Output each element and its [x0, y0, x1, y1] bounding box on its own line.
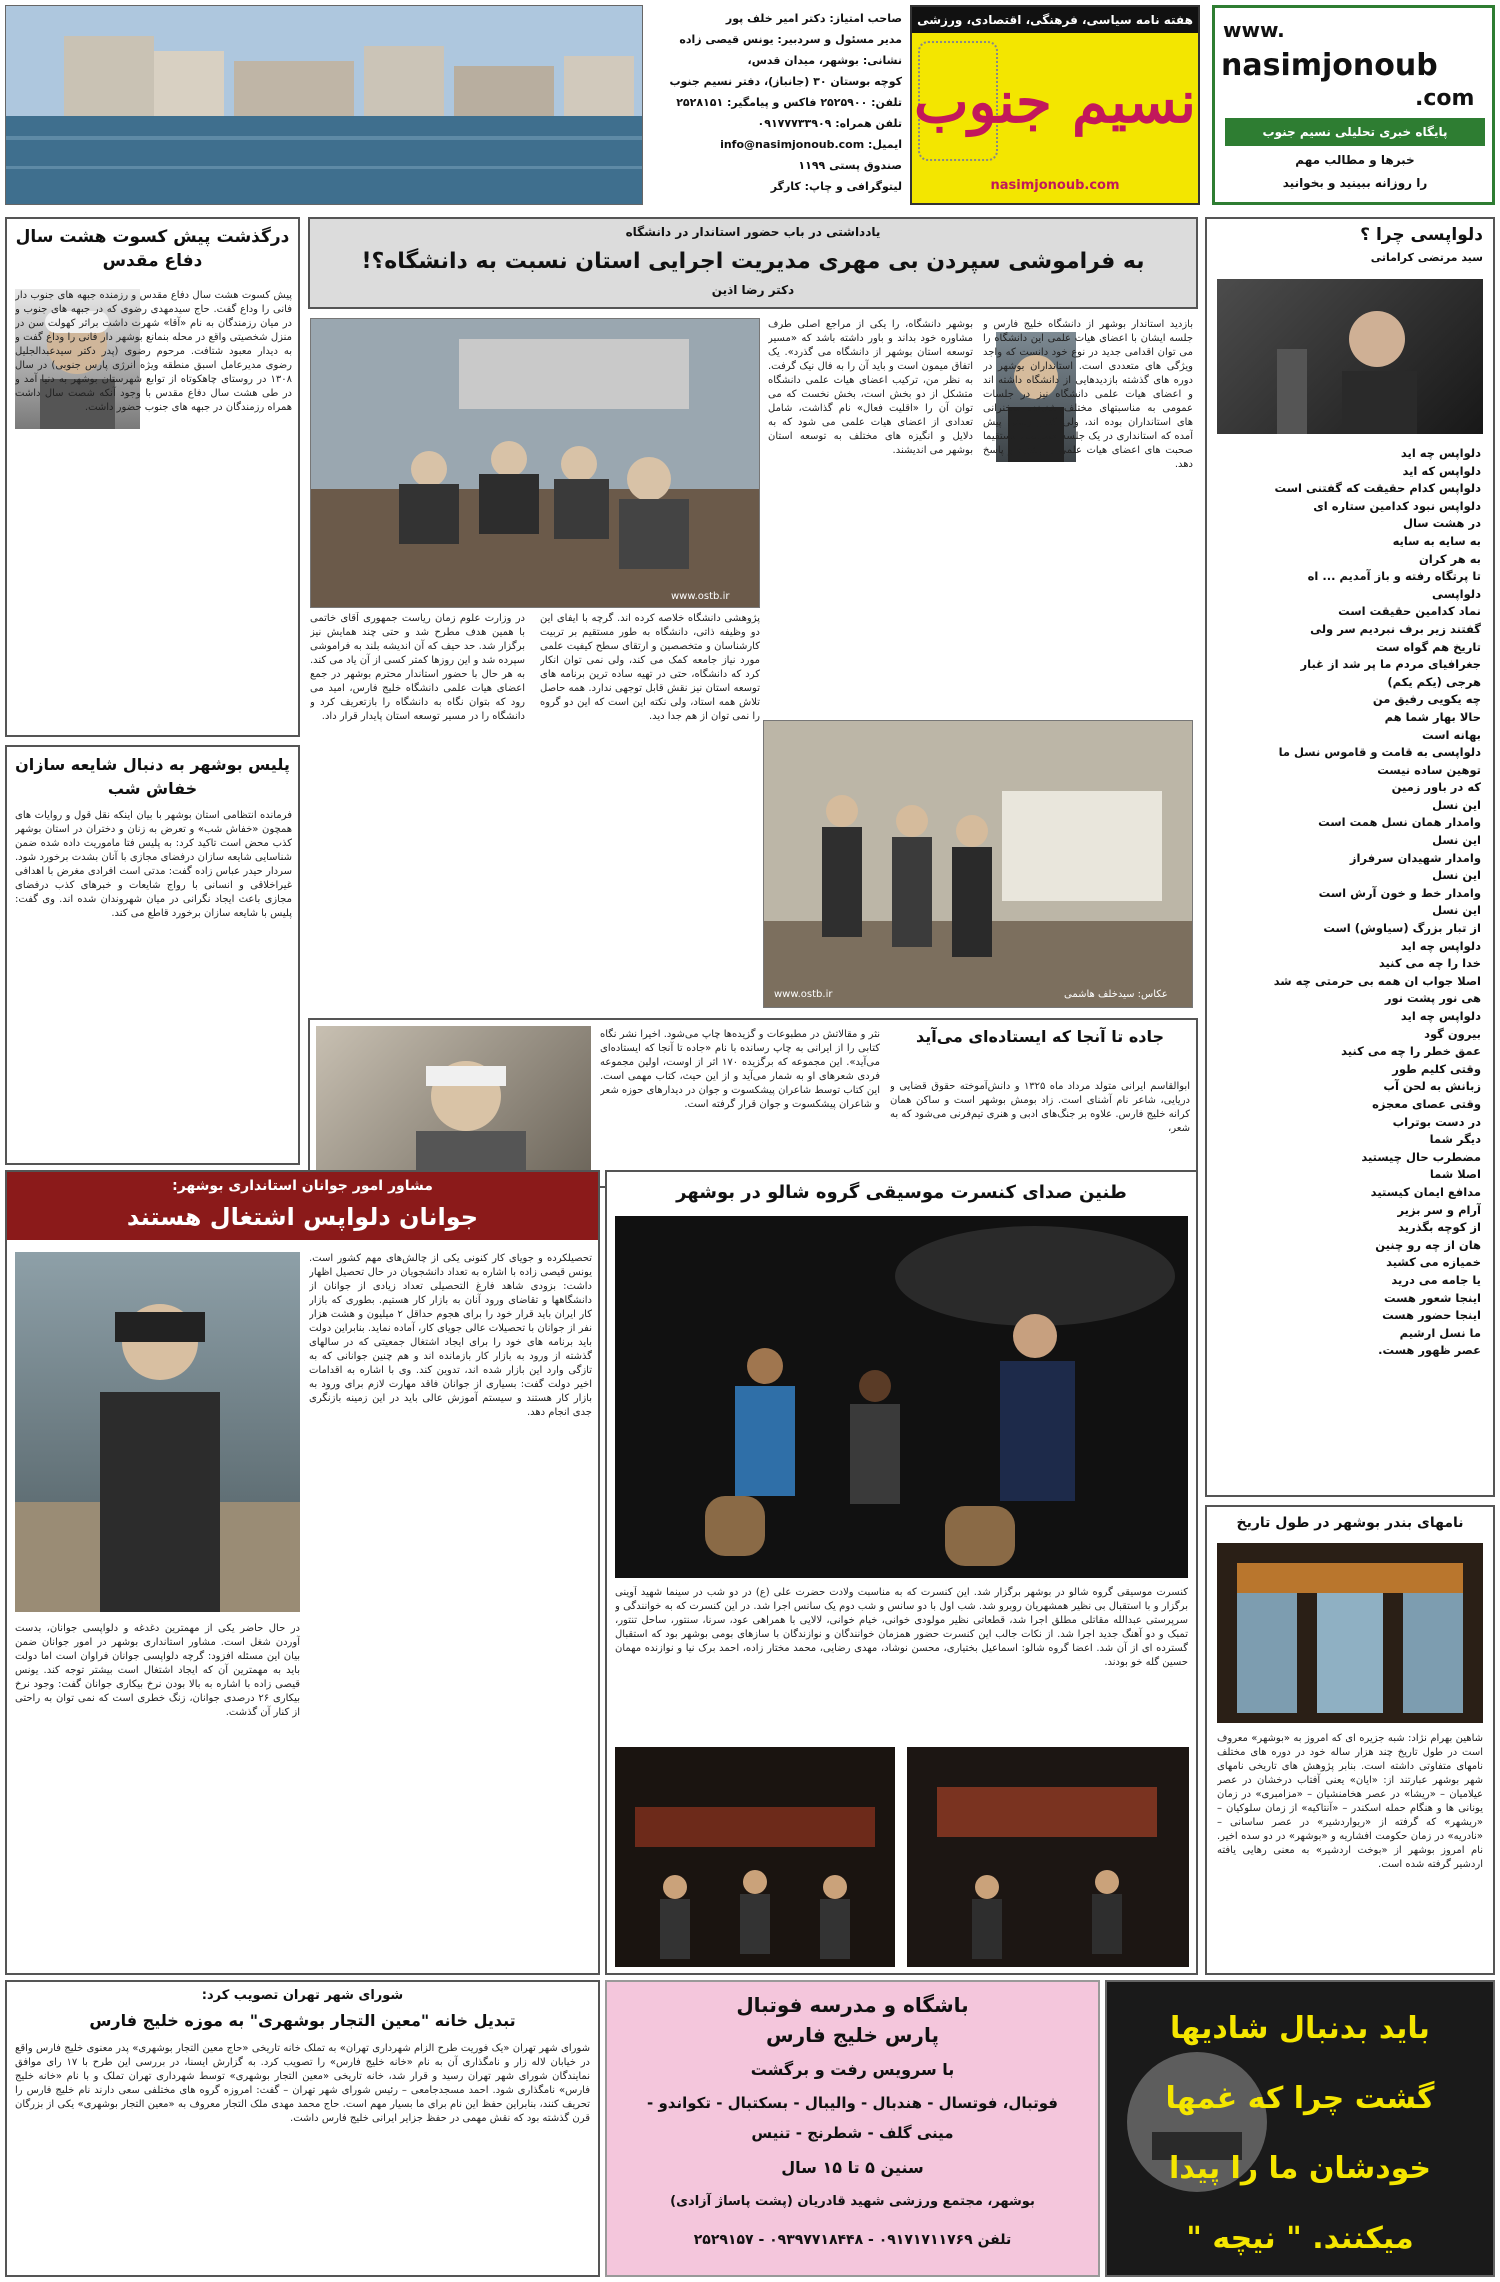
poem-photo	[1217, 279, 1483, 434]
tour-photo-credit-right: عکاس: سیدخلف هاشمی	[1064, 989, 1168, 1000]
poet-photo	[316, 1026, 591, 1181]
tour-photo	[763, 720, 1193, 1008]
poem-line: وقتی عصای معجزه	[1372, 1096, 1481, 1111]
quote-line: باید بدنبال شادیها	[1170, 2011, 1430, 2046]
poem-line: این نسل	[1432, 868, 1481, 883]
info-line: مدیر مسئول و سردبیر: یونس قیصی زاده	[679, 33, 902, 46]
interview-kicker: مشاور امور جوانان استانداری بوشهر:	[172, 1178, 433, 1194]
logo-text: نسیم جنوب	[913, 68, 1197, 136]
info-line: تلفن: ۲۵۲۵۹۰۰ فاکس و پیامگیر: ۲۵۲۸۱۵۱	[676, 96, 902, 109]
portal-line: پایگاه خبری تحلیلی نسیم جنوب	[1225, 118, 1485, 146]
poem-line: چه یکویی رفیق من	[1372, 692, 1481, 707]
main-col3: پژوهشی دانشگاه خلاصه کرده اند. گرچه با ایفای این دو وظیفه ذاتی، دانشگاه به طور مستقیم بر تربیت کارشناسان و متخصصین و ارتقای سطح کیفیت علمی مورد نیاز جامعه کمک می کند، ولی نمی توان انکار کرد که دانشگاه، حتی در تهیه ساده ترین برنامه های توسعه استان نیز نقش قابل توجهی ندارد. همه حاصل تلاش همه استاد، ولی نکته این است که این دو گروه را نمی توان از هم جدا دید.	[540, 613, 760, 722]
interview-body-right: تحصیلکرده و جویای کار کنونی یکی از چالش‌های مهم کشور است. یونس قیصی زاده با اشاره به تعداد دانشجویان در حال تحصیل اظهار داشت: بزودی شاهد فارغ التحصیلی تعداد زیادی از جوانان از دانشگاهها و تقاضای ورود آنان به بازار کار هستیم. بطوری که بازار کار ایران باید قرار خود را برای هجوم حداقل ۲ میلیون و هشت هزار نفر از جوانان با تحصیلات عالی جویای کار، آماده نماید. بنابراین دولت باید برنامه های خود را برای ایجاد اشتغال جمعیتی که در سالهای گذشته از ورود به بازار کار بازمانده اند و هم چنین جوانانی که به تازگی وارد این بازار شده اند، تدوین کند. وی با اشاره به اقدامات اخیر دولت گفت: بسیاری از جوانان فاقد مهارت لازم برای ورود به بازار کار هستند و سیستم آموزش عالی باید در این زمینه بازنگری جدی انجام دهد.	[309, 1253, 592, 1418]
jade-article	[308, 1018, 1198, 1188]
meeting-photo	[310, 318, 760, 608]
poem-line: این نسل	[1432, 903, 1481, 918]
poem-line: اینجا حضور هست	[1382, 1308, 1481, 1323]
poem-line: گفتند زیر برف نبردیم سر ولی	[1310, 621, 1481, 636]
poem-line: تاریخ هم گواه ست	[1376, 639, 1481, 654]
site-com[interactable]: .com	[1415, 86, 1475, 111]
info-line: لیتوگرافی و چاپ: کارگر	[770, 180, 902, 193]
poem-line: وقتی کلیم طور	[1392, 1061, 1481, 1076]
poem-line: بیرون گود	[1424, 1026, 1481, 1041]
interview-banner	[7, 1172, 598, 1240]
harbor-photo-svg	[5, 6, 642, 205]
info-line: صاحب امتیاز: دکتر امیر خلف پور	[725, 12, 902, 25]
main-col4: در وزارت علوم زمان ریاست جمهوری آقای خاتمی با همین هدف مطرح شد و حتی چند همایش نیز برگزار شد. حد حیف که آن اندیشه بلند به فراموشی سپرده شد و این روزها کمتر کسی از آن یاد می کند. به هر حال با حضور استاندار محترم بوشهر در جمع اعضای هیات علمی دانشگاه خلیج فارس، امید می رود که بتوان نگاه به دانشگاه را بازتعریف کرد و دانشگاه را در مسیر توسعه استان پایدار قرار داد.	[310, 613, 525, 722]
concert-photo-small-1	[907, 1747, 1189, 1967]
poem-line: اصلا جواب ان همه بی حرمتی چه شد	[1273, 973, 1481, 988]
tour-photo-credit-left: www.ostb.ir	[774, 989, 833, 1000]
poem-line: اینجا شعور هست	[1383, 1290, 1481, 1305]
poem-line: عصر ظهور هست.	[1378, 1343, 1481, 1358]
quote-line: خودشان ما را پیدا	[1168, 2151, 1432, 2186]
info-line: صندوق پستی ۱۱۹۹	[798, 159, 902, 172]
poem-line: دلواپسی	[1431, 586, 1481, 601]
poem-line: این نسل	[1432, 833, 1481, 848]
masthead-harbor-photo	[5, 5, 643, 205]
club-address: بوشهر، مجتمع ورزشی شهید قادریان (پشت پاساژ آزادی)	[670, 2194, 1035, 2209]
poem-title: دلواپسی چرا ؟	[1360, 225, 1483, 245]
quote-ad	[1105, 1980, 1495, 2277]
poem-line: دلواپس چه اید	[1400, 446, 1481, 460]
poem-line: دلواپس که اید	[1402, 463, 1481, 478]
club-phone: تلفن ۰۹۱۷۱۷۱۱۷۶۹ - ۰۹۳۹۷۷۱۸۴۴۸ - ۲۵۲۹۱۵۷	[693, 2232, 1012, 2248]
poem-line: مضطرب حال چیستید	[1361, 1149, 1481, 1164]
obituary-title: درگذشت پیش کسوت هشت سال دفاع مقدس	[15, 227, 290, 271]
club-ad[interactable]	[605, 1980, 1100, 2277]
poem-line: یا جامه می درید	[1391, 1272, 1481, 1287]
info-line: کوچه بوستان ۳۰ (جانباز)، دفتر نسیم جنوب	[669, 75, 902, 88]
concert-title: طنین صدای کنسرت موسیقی گروه شالو در بوشهر	[676, 1182, 1127, 1203]
tour-photo-svg	[763, 721, 1192, 1008]
poem-line: عمق خطر را چه می کنید	[1341, 1044, 1481, 1059]
poem-line: دلواپس چه اید	[1400, 1009, 1481, 1023]
concert-article	[605, 1170, 1198, 1975]
poem-line: وامدار شهیدان سرفراز	[1349, 850, 1481, 865]
poem-line: توهین ساده نیست	[1377, 762, 1481, 777]
main-title: به فراموشی سپردن بی مهری مدیریت اجرایی استان نسبت به دانشگاه؟!	[361, 249, 1145, 274]
concert-photo-main	[615, 1216, 1188, 1578]
concert-body: کنسرت موسیقی گروه شالو در بوشهر برگزار شد. این کنسرت که به مناسبت ولادت حضرت علی (ع) در دو شب در سینما شهید آوینی برگزار و با استقبال بی نظیر همشهریان روبرو شد. شب اول با دو سانس و شب دوم یک سانس اجرا شد. در این کنسرت که به خوانندگی و سرپرستی عبدالله مقاتلی مطلق اجرا شد، قطعاتی نظیر مولودی خوانی، خیام خوانی، لالایی با همراهی عود، سرنا، سنتور، ساحل تنتور، تمبک و دو آهنگ جدید اجرا شد. از نکات جالب این کنسرت حضور همزمان خوانندگان و نوازندگان با سازهای بومی بوشهر بود که استقبال گسترده ای از آن شد. اعضا گروه شالو: اسماعیل بختیاری، محسن نوشاد، مهدی رضایی، محمد مختار زاده، احمد برک نیا و نوازنده مهمان حسین گله خو بودند.	[615, 1587, 1188, 1668]
poem-line: اصلا شما	[1429, 1167, 1481, 1182]
interview-title: جوانان دلواپس اشتغال هستند	[126, 1203, 479, 1231]
poem-line: نماد کدامین حقیقت است	[1338, 604, 1481, 619]
main-kicker: یادداشتی در باب حضور استاندار در دانشگاه	[625, 225, 881, 239]
museum-kicker: شورای شهر تهران تصویب کرد:	[201, 1988, 404, 2003]
website-box	[1212, 5, 1495, 205]
interview-photo	[15, 1252, 300, 1612]
poem-line: این نسل	[1432, 797, 1481, 812]
poem-line: وامدار همان نسل همت است	[1318, 815, 1481, 830]
poem-author: سید مرتضی کراماتی	[1370, 251, 1483, 264]
poem-line: زبانش به لحن آب	[1383, 1079, 1481, 1094]
museum-title: تبدیل خانه "معین التجار بوشهری" به موزه خلیج فارس	[89, 2011, 516, 2030]
poem-line: دلواپس کدام حقیقت که گفتنی است	[1274, 481, 1481, 496]
interview-article	[5, 1170, 600, 1975]
masthead	[0, 0, 1500, 210]
poem-line: از تبار بزرگ (سیاوش) است	[1323, 921, 1481, 936]
police-title: پلیس بوشهر به دنبال شایعه سازان خفاش شب	[15, 755, 290, 798]
poem-line: جغرافیای مردم ما پر شد از غبار	[1300, 657, 1481, 672]
poem-line: به سایه به سایه	[1392, 533, 1481, 548]
poem-line: در هشت سال	[1403, 516, 1481, 531]
poem-line: خمیازه می کشید	[1386, 1255, 1481, 1270]
museum-body: شورای شهر تهران «یک فوریت طرح الزام شهرداری تهران» به تملک خانه تاریخی «حاج معین التجار بوشهری» پدر معنوی خلیج فارس واقع در خیابان لاله زار و نامگذاری آن به نام «خانه خلیج فارس» را تصویب کرد. به گزارش ایسنا، در بررسی این طرح با ۱۷ رای موافق نمایندگان شورای شهر تهران رسید و قرار شد، خانه تاریخی «معین التجار بوشهری» توسط شهرداری تهران تملک و با نام «خانه خلیج فارس» نامگذاری شود. احمد مسجدجامعی – رئیس شورای شهر تهران – گفت: امروزه گروه های مختلفی سعی دارند نام خلیج فارس را تحریف کنند، بنابراین حفظ این نام برای ما بسیار مهم است. حاج محمد مهدی ملک التجار معروف به «معین التجار بوشهری» یکی از بزرگان قرن گذشته بود که نقش مهمی در حفظ جزایر ایرانی خلیج فارس داشت.	[15, 2043, 590, 2124]
interview-body-left: در حال حاضر یکی از مهمترین دغدغه و دلواپسی جوانان، بدست آوردن شغل است. مشاور استانداری بوشهر در امور جوانان ضمن بیان این مسئله افزود: گرچه دلواپسی جوانان فراوان است اما دولت باید به مهمترین آن که ایجاد اشتغال است بیشتر توجه کند. یونس قیصی زاده با اشاره به بالا بودن نرخ بیکاری جوانان گفت: وجود نرخ بیکاری ۲۶ درصدی جوانان، زنگ خطری است که نمی توان به راحتی از کنار آن گذشت.	[15, 1623, 300, 1718]
concert-photo-svg	[615, 1216, 1188, 1578]
poem-line: دلواپسی به قامت و قاموس نسل ما	[1278, 745, 1481, 760]
concert-photo2-svg	[615, 1747, 895, 1967]
poem-line: هرجی (یکم یکم)	[1387, 674, 1481, 689]
poem-line: هان از چه رو چنین	[1375, 1237, 1481, 1252]
main-col2: بوشهر دانشگاه، را یکی از مراجع اصلی طرف مشاوره خود بداند و باور داشته باشد که «مسیر توسعه استان بوشهر از دانشگاه می گذرد». یک اتفاق میمون است و باید آن را به فال نیک گرفت. به نظر من، ترکیب اعضای هیات علمی دانشگاه متشکل از دو بخش است، بخش نخست که می توان آن را «اقلیت فعال» نام گذاشت، شامل تعدادی از اعضای هیات علمی می شود که به دلایل و انگیزه های مختلف به توسعه استان بوشهر می اندیشند.	[768, 319, 973, 456]
poem-line: خدا را چه می کنید	[1378, 956, 1481, 971]
club-service: با سرویس رفت و برگشت	[750, 2060, 955, 2079]
poem-article	[1205, 217, 1495, 1497]
history-body: شاهین بهرام نژاد: شبه جزیره ای که امروز به «بوشهر» معروف است در طول تاریخ چند هزار ساله خود در دوره های مختلف نامهای متفاوتی داشته است. بنابر پژوهش های تاریخی نامهای شهر بوشهر عبارتند از: «ایان» یعنی آفتاب درخشان در عصر عیلامیان – «ریشا» در عصر هخامنشیان – «مزامبری» در زمان یونانی ها و هنگام حمله اسکندر – «آنتاکیه» از زمان سلوکیان – «ریشهر» که گرفته از «ریواردشیر» در عصر ساسانی – «نادریه» در زمان حکومت افشاریه و «بوشهر» در دو سده اخیر. نام امروز بوشهر از «بوخت اردشیر» به معنی رهایی یافته اردشیر گرفته شده است.	[1217, 1733, 1483, 1870]
info-line: تلفن همراه: ۰۹۱۷۷۷۳۳۹۰۹	[757, 117, 902, 130]
poem-line: وامدار خط و خون آرش است	[1318, 885, 1481, 900]
police-article	[5, 745, 300, 1165]
obituary-article	[5, 217, 300, 737]
poem-line: تا پرتگاه رفته و باز آمدیم ... اه	[1307, 569, 1481, 584]
club-sports1: فوتبال، فوتسال - هندبال - والیبال - بسکتبال - تکواندو -	[647, 2094, 1058, 2112]
quote-line: گشت چرا که غمها	[1165, 2081, 1435, 2116]
main-author: دکتر رضا اذین	[711, 283, 795, 297]
history-photo-svg	[1217, 1543, 1483, 1723]
museum-article	[5, 1980, 600, 2277]
portal-tag1: خبرها و مطالب مهم	[1295, 153, 1415, 167]
meeting-photo-svg	[310, 319, 759, 608]
obituary-body: پیش کسوت هشت سال دفاع مقدس و رزمنده جبهه های جنوب دار فانی را وداع گفت. حاج سیدمهدی رضوی که در جبهه های جنوب و در میان رزمندگان به نام «آقا» شهرت داشت براثر کهولت سن در منزل شخصیتی واقع در محله بنمانع بوشهر دار فانی را وداع گفت و به دیدار معبود شتافت. مرحوم رضوی (پدر دکتر سیدعبدالجلیل رضوی مدیرعامل اسبق منطقه ویژه انرژی پارس جنوبی) در سال ۱۳۰۸ در روستای چاهکوتاه از توابع شهرستان بوشهر به دنیا آمد و در طی هشت سال دفاع مقدس با وجود آنکه شصت سال داشت همراه رزمندگان در جبهه های جنوب حضور داشت.	[15, 290, 292, 413]
poem-line: ما نسل ارشیم	[1399, 1325, 1481, 1340]
logo-url[interactable]: nasimjonoub.com	[990, 178, 1120, 193]
info-line: ایمیل: info@nasimjonoub.com	[720, 138, 902, 151]
poem-line: دلواپس چه اید	[1400, 938, 1481, 953]
poem-lines	[1219, 445, 1481, 1490]
main-article-body	[308, 312, 1198, 1012]
history-photo	[1217, 1543, 1483, 1723]
site-name[interactable]: nasimjonoub	[1221, 48, 1438, 83]
club-ages: سنین ۵ تا ۱۵ سال	[781, 2158, 924, 2177]
main-col1: بازدید استاندار بوشهر از دانشگاه خلیج فارس و جلسه ایشان با اعضای هیات علمی این دانشگاه را می توان اقدامی جدید در نوع خود دانست که واجد ویژگی های متعددی است. استانداران بوشهر در دوره های گذشته بازدیدهایی از دانشگاه داشته اند و اعضای هیات علمی دانشگاه نیز در جلسات عمومی به مناسبتهای مختلف شنونده سخنرانی های استانداران بوده اند، ولی کمتر زمانی پیش آمده که استانداری در یک جلسه خصوصی مستقیما صحبت های اعضای هیات علمی را بشنود و پاسخ دهد.	[983, 319, 1193, 470]
site-www[interactable]: www.	[1223, 18, 1285, 42]
club-title1: باشگاه و مدرسه فوتبال	[736, 1993, 969, 2017]
poem-line: که در باور زمین	[1391, 780, 1481, 795]
poem-line: هی نور پشت نور	[1384, 991, 1481, 1006]
poem-line: به هر کران	[1418, 551, 1481, 566]
poem-line: در دست بوتراب	[1392, 1114, 1481, 1129]
jade-body-right: ابوالقاسم ایرانی متولد مرداد ماه ۱۳۲۵ و دانش‌آموخته حقوق قضایی و دریایی، شاعر نام آشنای است. زاد بومش بوشهر است و ساکن همان کرانه خلیج فارس. علاوه بر جنگ‌های ادبی و هنری تیم‌فرنی می‌شود که به شعر،	[890, 1081, 1190, 1134]
poem-line: از کوچه بگذرید	[1398, 1220, 1481, 1235]
jade-title: جاده تا آنجا که ایستاده‌ای می‌آید	[915, 1027, 1165, 1046]
poem-line: حالا بهار شما هم	[1384, 709, 1481, 724]
club-sports2: مینی گلف - شطرنج - تنیس	[751, 2124, 954, 2142]
info-line: نشانی: بوشهر، میدان قدس،	[747, 54, 902, 67]
jade-body-left: نثر و مقالاتش در مطبوعات و گزیده‌ها چاپ می‌شود. اخیرا نشر نگاه کتابی را از ایرانی به چاپ رسانده با نام «جاده تا آنجا که ایستاده‌ای می‌آید». این مجموعه که برگزیده ۱۷۰ اثر از اوست، اولین مجموعه فردی شعرهای او به شمار می‌آید و از این حیث، کتاب مهمی است. این کتاب توسط شاعران پیشکسوت و جوان در دیدارهای حوزه شعر و شاعران پیشکسوت و جوان قرار گرفته است.	[600, 1029, 880, 1110]
police-body: فرمانده انتظامی استان بوشهر با بیان اینکه نقل قول و روایات های همچون «خفاش شب» و تعرض به زنان و دختران در استان بوشهر کذب محض است تاکید کرد: به پلیس فتا ماموریت داده شده ضمن شناسایی شایعه سازان درفضای مجازی با آنان بشدت برخورد شود. سردار حیدر عباس زاده گفت: مدتی است افرادی مغرض با اهدافی غیراخلاقی و انسانی با رواج شایعات و خبرهای کذب درفضای مجازی باعث ایجاد نگرانی در میان شهروندان شده اند. وی گفت: پلیس با شایعه سازان برخورد قاطع می کند.	[15, 810, 292, 919]
portal-tag2: را روزانه ببینید و بخوانید	[1282, 176, 1428, 190]
weekly-banner: هفته نامه سیاسی، فرهنگی، اقتصادی، ورزشی	[912, 7, 1198, 33]
main-article-header	[308, 217, 1198, 309]
meeting-photo-credit: www.ostb.ir	[671, 591, 730, 602]
poem-line: مدافع ایمان کیستید	[1370, 1184, 1481, 1199]
poem-line: دلواپس نبود کدامین ستاره ای	[1313, 498, 1481, 513]
poem-line: دیگر شما	[1429, 1132, 1481, 1147]
concert-photo1-svg	[907, 1747, 1189, 1967]
interview-photo-svg	[15, 1252, 300, 1612]
history-title: نامهای بندر بوشهر در طول تاریخ	[1236, 1515, 1464, 1531]
quote-line: میکنند. " نیچه "	[1186, 2221, 1414, 2256]
history-article	[1205, 1505, 1495, 1975]
masthead-logo-block	[910, 5, 1200, 205]
poem-line: آرام و سر بزیر	[1397, 1202, 1481, 1217]
poem-photo-svg	[1217, 279, 1483, 434]
club-title2: پارس خلیج فارس	[766, 2023, 939, 2047]
masthead-info	[652, 8, 902, 203]
poem-line: بهانه است	[1422, 727, 1481, 742]
poet-photo-svg	[316, 1026, 591, 1181]
concert-photo-small-2	[615, 1747, 895, 1967]
